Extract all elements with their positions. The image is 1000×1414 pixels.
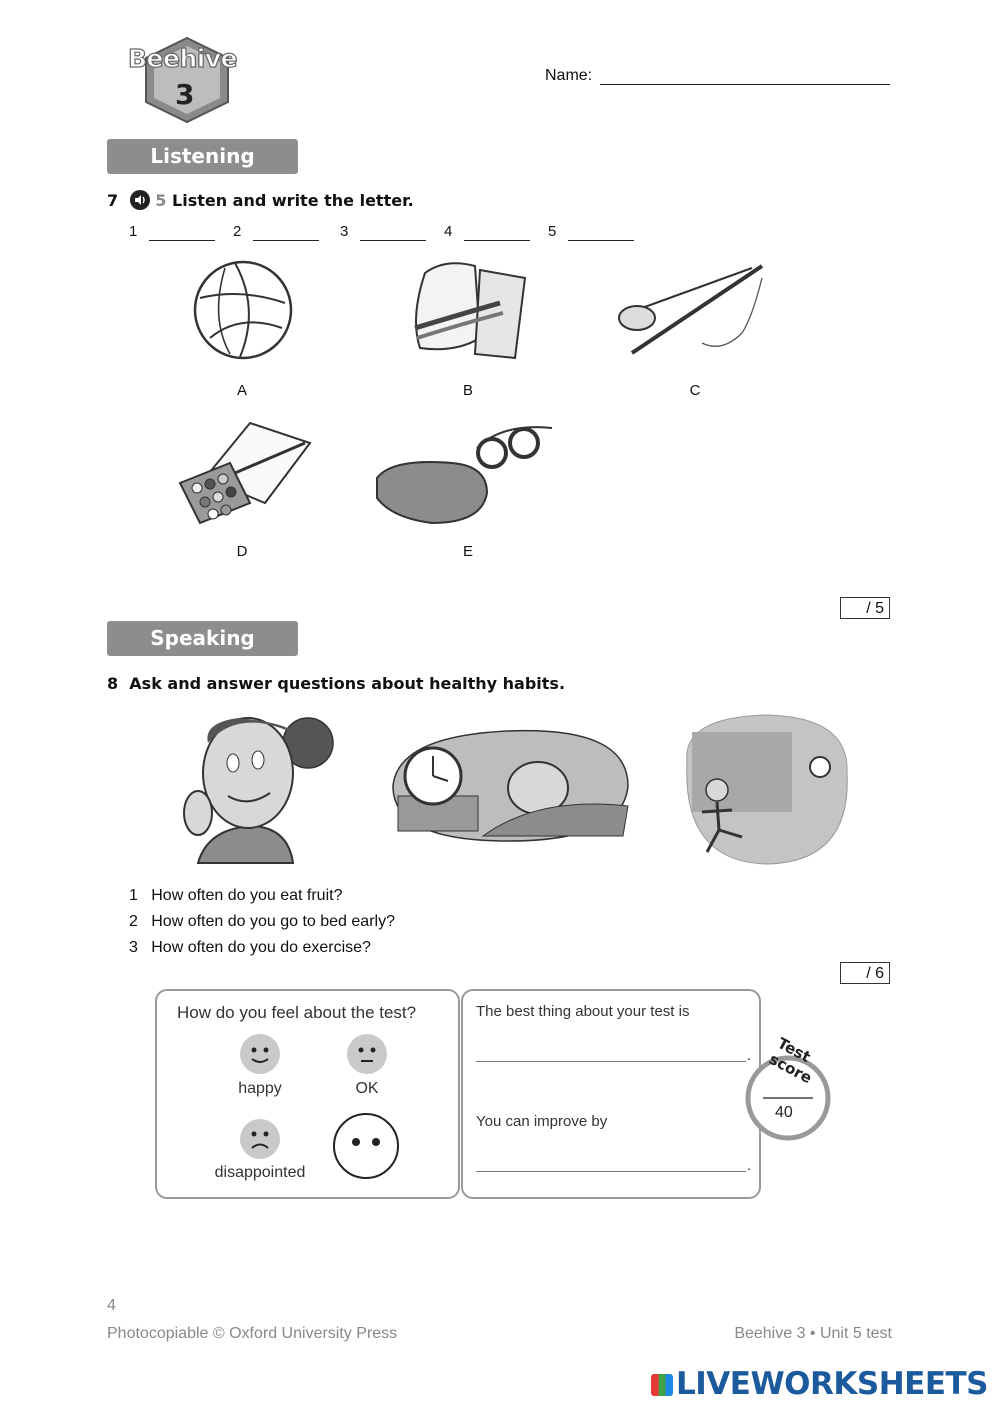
disappointed-face-icon[interactable] [240,1119,280,1159]
picture-letter-e: E [462,543,473,560]
picture-letter-c: C [689,382,701,399]
question-number: 7 [107,191,119,210]
audio-icon[interactable] [130,190,150,210]
test-score-badge [745,1032,855,1142]
question-number: 8 [107,674,119,693]
period-mark: . [747,1157,752,1174]
speaking-question-item [129,913,395,931]
period-mark: . [747,1047,752,1064]
listening-question [107,190,414,210]
track-number: 5 [155,191,167,210]
answer-number: 3 [340,223,349,240]
answer-blank-1[interactable] [149,239,215,241]
speaking-question-item [129,939,371,957]
speaking-instruction: Ask and answer questions about healthy habits. [129,674,566,693]
page-number: 4 [107,1297,116,1314]
happy-face-icon[interactable] [240,1034,280,1074]
swim-cap-goggles-picture [372,418,562,528]
feelings-box [155,989,460,1199]
improve-label: You can improve by [476,1113,608,1130]
happy-label: happy [238,1080,282,1097]
name-label: Name: [545,67,593,84]
logo-number: 3 [175,78,195,111]
answer-blank-4[interactable] [464,239,530,241]
answer-number: 5 [548,223,557,240]
speaking-score-box[interactable]: / 6 [840,962,890,984]
beehive-logo [120,36,255,124]
name-field[interactable] [600,84,890,85]
logo-word: Beehive [128,44,238,73]
picture-letter-d: D [236,543,248,560]
boy-playing-football-picture [677,712,852,867]
feedback-panel [155,989,761,1201]
blank-face-icon[interactable] [333,1113,399,1179]
watermark-text: LIVEWORKSHEETS [676,1366,988,1402]
best-thing-line[interactable] [476,1061,746,1062]
answer-number: 1 [129,223,138,240]
copyright-text: Photocopiable © Oxford University Press [107,1325,398,1342]
boy-sleeping-picture [388,726,633,846]
picture-letter-b: B [462,382,473,399]
question-item-number: 3 [129,939,138,956]
best-thing-label: The best thing about your test is [476,1003,690,1020]
feelings-title: How do you feel about the test? [177,1003,417,1022]
answer-blank-3[interactable] [360,239,426,241]
test-score-total: 40 [775,1104,793,1121]
picture-letter-a: A [236,382,247,399]
question-item-text: How often do you eat fruit? [151,887,343,904]
question-item-number: 2 [129,913,138,930]
fishing-rod-picture [612,258,777,363]
answer-number: 2 [233,223,242,240]
volleyball-picture [190,258,300,363]
speaking-section-title: Speaking [107,621,298,656]
listening-score-box[interactable]: / 5 [840,597,890,619]
answer-blank-5[interactable] [568,239,634,241]
liveworksheets-logo-icon [651,1374,673,1396]
comments-box [461,989,761,1199]
swim-towel-picture [405,258,535,363]
listening-instruction: Listen and write the letter. [172,191,414,210]
improve-line[interactable] [476,1171,746,1172]
answer-number: 4 [444,223,453,240]
answer-blank-2[interactable] [253,239,319,241]
listening-section-title: Listening [107,139,298,174]
speaking-question [107,674,565,693]
liveworksheets-watermark [651,1366,988,1402]
question-item-text: How often do you go to bed early? [151,913,395,930]
ok-face-icon[interactable] [347,1034,387,1074]
question-item-text: How often do you do exercise? [151,939,371,956]
paint-set-picture [175,418,315,528]
speaking-question-item [129,887,342,905]
test-score-label: Test score [766,1034,815,1088]
ok-label: OK [355,1080,379,1097]
girl-eating-picture [178,708,338,866]
disappointed-label: disappointed [214,1164,306,1181]
unit-label: Beehive 3 • Unit 5 test [734,1325,892,1342]
question-item-number: 1 [129,887,138,904]
